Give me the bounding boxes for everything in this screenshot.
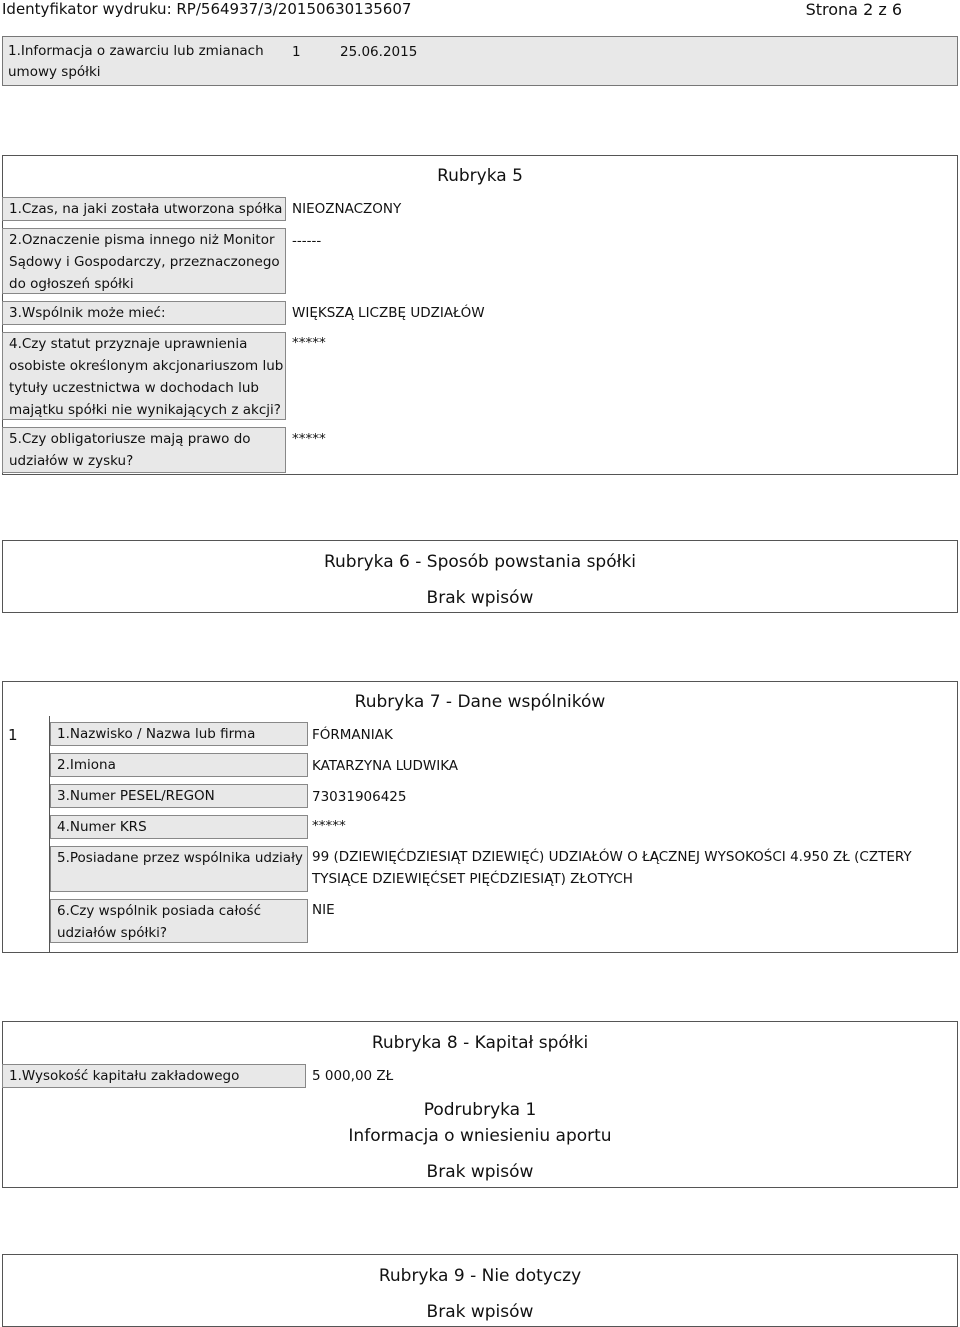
rubryka8-title: Rubryka 8 - Kapitał spółki — [371, 1033, 589, 1053]
r7-label-3: 3.Numer PESEL/REGON — [50, 784, 308, 808]
r5-label-5: 5.Czy obligatoriusze mają prawo do udziałów w zysku? — [2, 427, 286, 473]
r5-value-1: NIEOZNACZONY — [292, 201, 402, 217]
rubryka7-title: Rubryka 7 - Dane wspólników — [354, 692, 606, 712]
rubryka9-empty: Brak wpisów — [426, 1302, 534, 1322]
rubryka5-title: Rubryka 5 — [437, 166, 523, 186]
r7-value-2: KATARZYNA LUDWIKA — [312, 758, 459, 774]
r5-label-2: 2.Oznaczenie pisma innego niż Monitor Sądowy i Gospodarczy, przeznaczonego do ogłoszeń spółki — [2, 228, 286, 294]
amendment-label: 1.Informacja o zawarciu lub zmianach umowy spółki — [8, 43, 264, 80]
capital-value: 5 000,00 ZŁ — [312, 1068, 394, 1084]
r7-value-4: ***** — [312, 818, 346, 834]
r5-value-3: WIĘKSZĄ LICZBĘ UDZIAŁÓW — [292, 305, 485, 321]
r7-value-6: NIE — [312, 902, 335, 918]
partner-index-column — [2, 716, 50, 953]
partner-index: 1 — [8, 726, 18, 744]
r5-value-5: ***** — [292, 431, 326, 447]
amendment-number: 1 — [292, 44, 301, 60]
rubryka6-empty: Brak wpisów — [426, 588, 534, 608]
page-number: Strona 2 z 6 — [805, 0, 902, 19]
r7-label-2: 2.Imiona — [50, 753, 308, 777]
subsection-subtitle: Informacja o wniesieniu aportu — [348, 1126, 612, 1146]
rubryka8-empty: Brak wpisów — [426, 1162, 534, 1182]
r7-value-1: FÓRMANIAK — [312, 727, 393, 743]
capital-label: 1.Wysokość kapitału zakładowego — [2, 1064, 306, 1088]
r7-label-6: 6.Czy wspólnik posiada całość udziałów spółki? — [50, 899, 308, 943]
r7-label-5: 5.Posiadane przez wspólnika udziały — [50, 846, 308, 892]
r7-label-4: 4.Numer KRS — [50, 815, 308, 839]
rubryka6-title: Rubryka 6 - Sposób powstania spółki — [323, 552, 637, 572]
r5-label-4: 4.Czy statut przyznaje uprawnienia osobiste określonym akcjonariuszom lub tytuły uczestnictwa w dochodach lub majątku spółki nie wynikających z akcji? — [2, 332, 286, 420]
amendment-date: 25.06.2015 — [340, 44, 418, 60]
r7-label-1: 1.Nazwisko / Nazwa lub firma — [50, 722, 308, 746]
r5-label-3: 3.Wspólnik może mieć: — [2, 301, 286, 325]
r5-value-4: ***** — [292, 335, 326, 351]
r5-value-2: ------ — [292, 233, 322, 249]
print-identifier: Identyfikator wydruku: RP/564937/3/20150630135607 — [2, 0, 412, 18]
r7-value-5: 99 (DZIEWIĘĆDZIESIĄT DZIEWIĘĆ) UDZIAŁÓW O ŁĄCZNEJ WYSOKOŚCI 4.950 ZŁ (CZTERY TYSIĄCE DZIEWIĘĆSET PIĘĆDZIESIĄT) ZŁOTYCH — [312, 849, 912, 887]
r7-value-3: 73031906425 — [312, 789, 407, 805]
subsection-title: Podrubryka 1 — [423, 1100, 537, 1120]
r5-label-1: 1.Czas, na jaki została utworzona spółka — [2, 197, 286, 221]
rubryka9-title: Rubryka 9 - Nie dotyczy — [378, 1266, 582, 1286]
